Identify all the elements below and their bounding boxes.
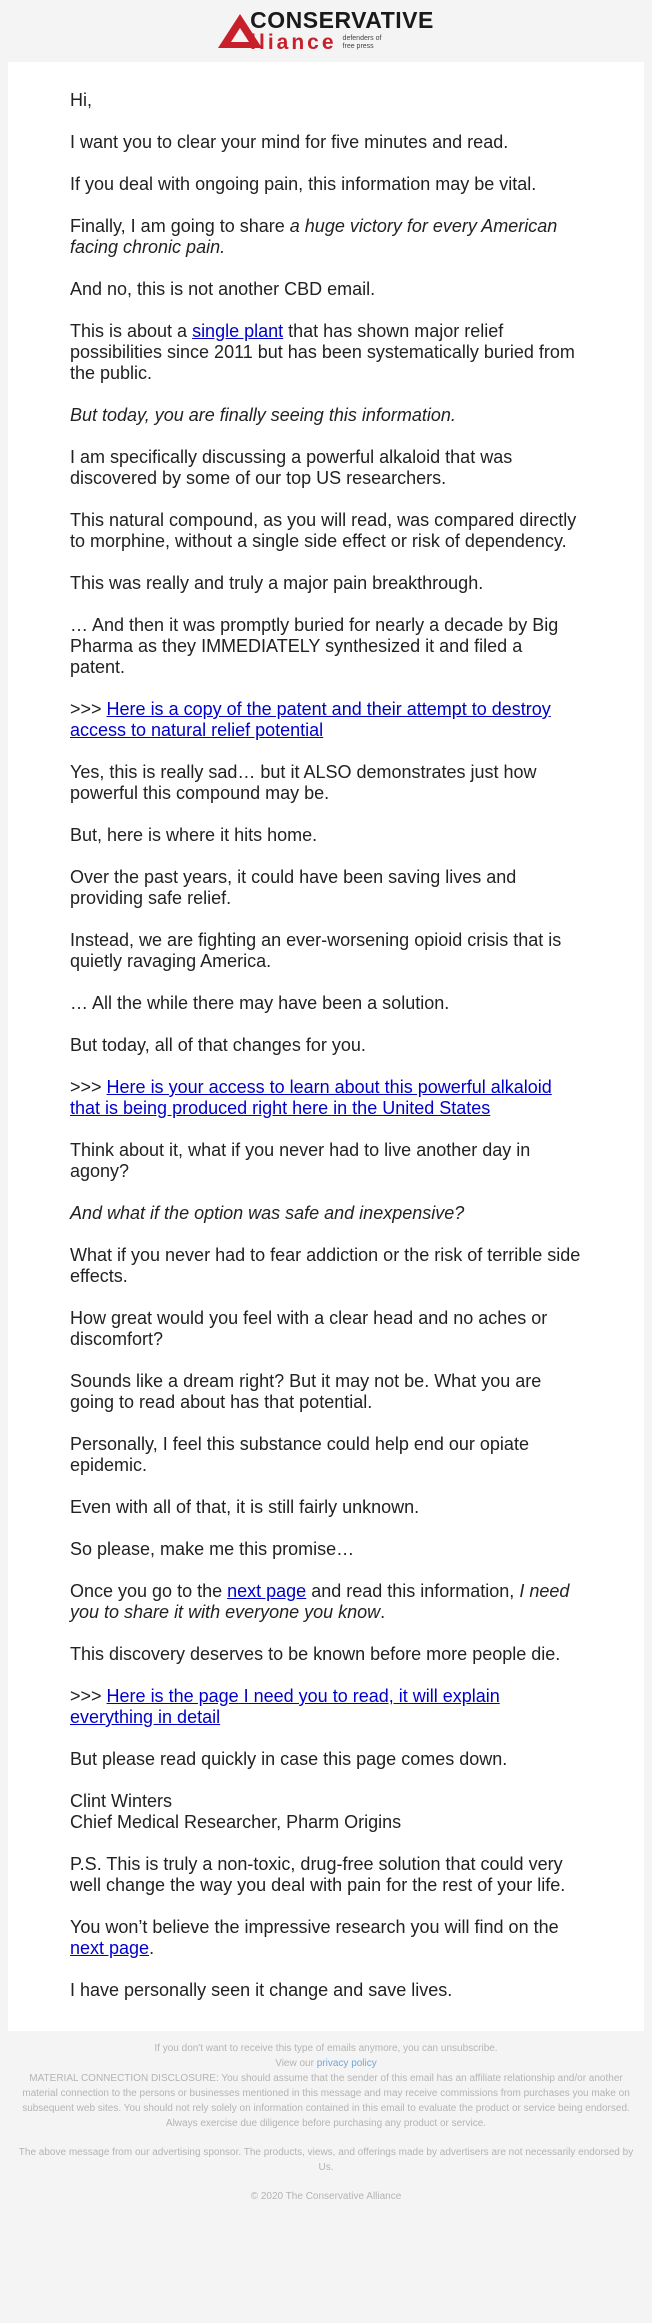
paragraph [70, 405, 582, 426]
text-span: . [380, 1602, 386, 1622]
paragraph: I am specifically discussing a powerful alkaloid that was discovered by some of our top US researchers. [70, 447, 513, 488]
paragraph: But, here is where it hits home. [70, 825, 318, 845]
emphasis-text: And what if the option was safe and inexpensive? [70, 1203, 465, 1223]
email-header [0, 0, 652, 62]
patent-link[interactable]: Here is a copy of the patent and their attempt to destroy access to natural relief potential [70, 699, 551, 740]
paragraph: But today, all of that changes for you. [70, 1035, 366, 1055]
paragraph [70, 1203, 582, 1224]
paragraph: What if you never had to fear addiction or the risk of terrible side effects. [70, 1245, 581, 1286]
paragraph: This was really and truly a major pain breakthrough. [70, 573, 484, 593]
logo-bottom-row [250, 32, 434, 53]
text-span: Once you go to the [70, 1581, 228, 1601]
text-span: View our [275, 2058, 317, 2069]
logo-tagline [343, 35, 382, 53]
paragraph: … And then it was promptly buried for nearly a decade by Big Pharma as they IMMEDIATELY synthesized it and filed a patent. [70, 615, 559, 677]
emphasis-text: But today, you are finally seeing this information. [70, 405, 456, 425]
next-page-link-2[interactable]: next page [70, 1938, 150, 1958]
paragraph: This discovery deserves to be known before more people die. [70, 1644, 561, 1664]
paragraph [70, 1917, 582, 1959]
text-span: This is about a [70, 321, 193, 341]
arrow-prefix: >>> [70, 1686, 107, 1706]
emphasis-text: a huge victory for every American facing chronic pain. [70, 216, 558, 257]
conservative-alliance-logo[interactable] [218, 9, 434, 53]
logo-top-text: CONSERVATIVE [250, 7, 434, 33]
sponsor-text: The above message from our advertising sponsor. The products, views, and offerings made by advertisers are not necessarily endorsed by Us. [18, 2147, 634, 2173]
arrow-prefix: >>> [70, 699, 107, 719]
logo-tagline-line1: defenders of [342, 35, 382, 43]
email-footer [0, 2031, 652, 2244]
paragraph: And no, this is not another CBD email. [70, 279, 376, 299]
next-page-link[interactable]: next page [227, 1581, 307, 1601]
logo-triangle-icon [218, 14, 262, 48]
paragraph: Sounds like a dream right? But it may not be. What you are going to read about has that potential. [70, 1371, 542, 1412]
text-span: and read this information, [306, 1581, 520, 1601]
unsubscribe-text[interactable]: If you don't want to receive this type of emails anymore, you can unsubscribe. [154, 2043, 498, 2054]
paragraph: I have personally seen it change and save lives. [70, 1980, 453, 2000]
paragraph: Over the past years, it could have been saving lives and providing safe relief. [70, 867, 517, 908]
privacy-policy-link[interactable]: privacy policy [316, 2058, 377, 2069]
postscript: P.S. This is truly a non-toxic, drug-free solution that could very well change the way you deal with pain for the rest of your life. [70, 1854, 566, 1895]
paragraph: I want you to clear your mind for five minutes and read. [70, 132, 509, 152]
paragraph: Yes, this is really sad… but it ALSO demonstrates just how powerful this compound may be. [70, 762, 537, 803]
text-span: Finally, I am going to share [70, 216, 290, 236]
text-span: . [149, 1938, 155, 1958]
paragraph: Think about it, what if you never had to live another day in agony? [70, 1140, 531, 1181]
email-body [8, 62, 644, 2031]
signature-name: Clint Winters [70, 1791, 173, 1811]
logo-tagline-line2: free press [342, 42, 374, 50]
signature [70, 1791, 582, 1833]
emphasis-text: I need you to share it with everyone you know [70, 1581, 570, 1622]
arrow-prefix: >>> [70, 1077, 107, 1097]
single-plant-link[interactable]: single plant [192, 321, 284, 341]
paragraph [70, 1581, 582, 1623]
explain-everything-link[interactable]: Here is the page I need you to read, it will explain everything in detail [70, 1686, 500, 1727]
logo-wordmark [250, 9, 434, 53]
paragraph [70, 1077, 582, 1119]
paragraph: Instead, we are fighting an ever-worsening opioid crisis that is quietly ravaging America. [70, 930, 562, 971]
paragraph: So please, make me this promise… [70, 1539, 355, 1559]
alkaloid-access-link[interactable]: Here is your access to learn about this powerful alkaloid that is being produced right here in the United States [70, 1077, 552, 1118]
greeting: Hi, [70, 90, 92, 110]
logo-bottom-text: lliance [250, 31, 337, 54]
paragraph [70, 699, 582, 741]
signature-title: Chief Medical Researcher, Pharm Origins [70, 1812, 402, 1832]
spacer [12, 2131, 640, 2145]
paragraph: … All the while there may have been a solution. [70, 993, 450, 1013]
paragraph: Even with all of that, it is still fairly unknown. [70, 1497, 420, 1517]
paragraph: If you deal with ongoing pain, this information may be vital. [70, 174, 537, 194]
paragraph: But please read quickly in case this page comes down. [70, 1749, 508, 1769]
paragraph [70, 216, 582, 258]
paragraph: Personally, I feel this substance could help end our opiate epidemic. [70, 1434, 529, 1475]
privacy-line [12, 2056, 640, 2071]
copyright-text: © 2020 The Conservative Alliance [250, 2191, 402, 2202]
paragraph [70, 321, 582, 384]
paragraph: This natural compound, as you will read, was compared directly to morphine, without a single side effect or risk of dependency. [70, 510, 577, 551]
paragraph [70, 1686, 582, 1728]
text-span: You won’t believe the impressive research you will find on the [70, 1917, 559, 1937]
spacer [12, 2175, 640, 2189]
text-span: that has shown major relief possibilities since 2011 but has been systematically buried from the public. [70, 321, 575, 383]
disclosure-text: MATERIAL CONNECTION DISCLOSURE: You should assume that the sender of this email has an affiliate relationship and/or another material connection to the persons or businesses mentioned in this message and may receive commissions from purchases you make on subsequent web sites. You should not rely solely on information contained in this email to evaluate the product or service being endorsed. Always exercise due diligence before purchasing any product or service. [22, 2073, 630, 2129]
paragraph: How great would you feel with a clear head and no aches or discomfort? [70, 1308, 548, 1349]
